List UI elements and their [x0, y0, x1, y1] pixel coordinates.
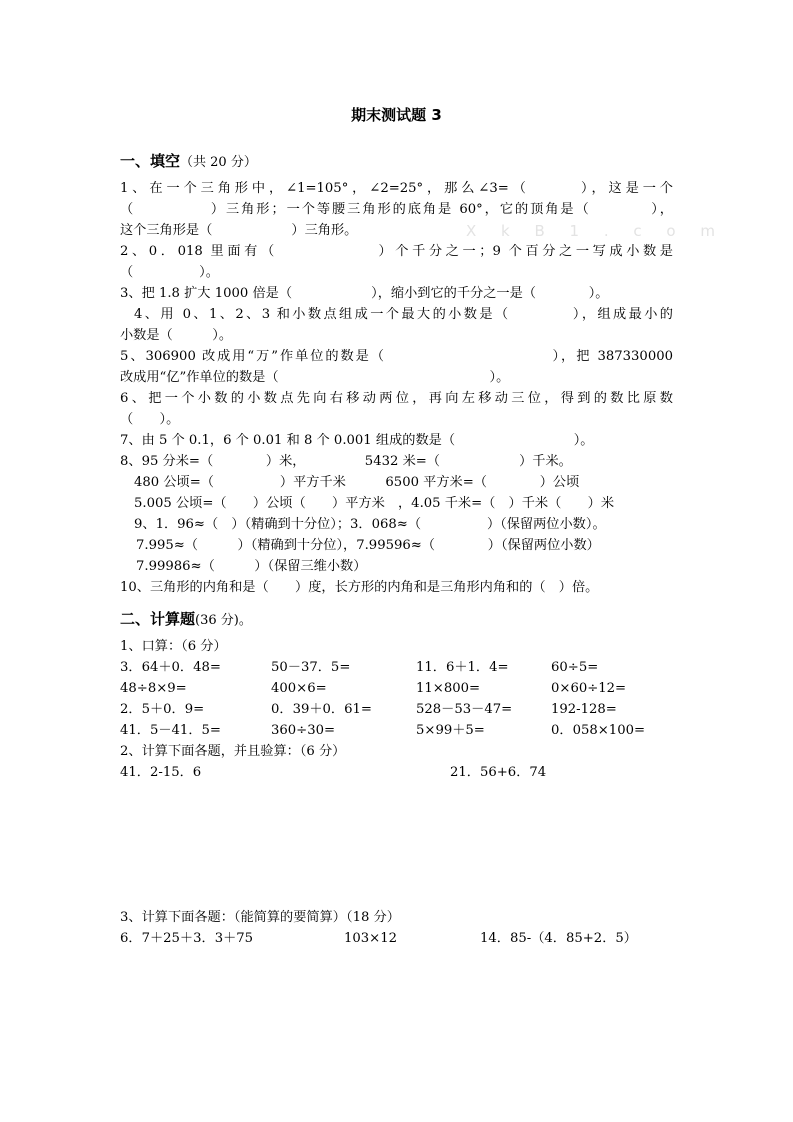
verify-item: 41．2-15．6: [120, 765, 202, 780]
fill-line-1: 1、在一个三角形中，∠1=105°，∠2=25°，那么∠3=（ ），这是一个: [120, 181, 673, 196]
oral-item: 3．64＋0．48=: [120, 660, 221, 675]
oral-item: 400×6=: [271, 681, 327, 696]
section1-title: 一、填空: [120, 152, 181, 170]
oral-item: 2．5＋0．9=: [120, 702, 205, 717]
simplify-item: 6．7＋25＋3．3＋75: [120, 931, 254, 946]
simplify-item: 14．85-（4．85+2．5）: [480, 931, 637, 946]
oral-item: 0×60÷12=: [551, 681, 627, 696]
oral-item: 360÷30=: [271, 723, 336, 738]
section2-title: 二、计算题: [120, 610, 196, 628]
fill-line-4: 2、0．018 里面有（ ）个千分之一；9 个百分之一写成小数是: [120, 244, 673, 259]
oral-item: 528－53－47=: [416, 702, 513, 717]
fill-line-8: 小数是（ ）。: [120, 328, 233, 343]
oral-item: 41．5－41．5=: [120, 723, 221, 738]
section1-heading: [120, 150, 257, 171]
fill-line-11: 6、把一个小数的小数点先向右移动两位，再向左移动三位，得到的数比原数: [120, 391, 673, 406]
fill-line-15: 480 公顷=（ ）平方千米 6500 平方米=（ ）公顷: [134, 475, 580, 490]
oral-heading: 1、口算：（6 分）: [120, 639, 227, 654]
oral-item: 5×99＋5=: [416, 723, 485, 738]
fill-line-12: （ ）。: [120, 412, 180, 427]
fill-line-20: 10、三角形的内角和是（ ）度，长方形的内角和是三角形内角和的（ ）倍。: [120, 580, 599, 595]
watermark: X k B 1 . c o m: [466, 222, 725, 240]
oral-item: 192-128=: [551, 702, 617, 717]
fill-line-17: 9、1．96≈（ ）（精确到十分位）；3．068≈（ ）（保留两位小数）。: [134, 517, 606, 532]
fill-line-10: 改成用“亿”作单位的数是（ ）。: [120, 370, 510, 385]
section2-heading: [120, 608, 252, 629]
fill-line-19: 7.99986≈（ ）（保留三维小数）: [136, 559, 367, 574]
fill-line-14: 8、95 分米=（ ）米， 5432 米=（ ）千米。: [120, 454, 572, 469]
oral-item: 0．058×100=: [551, 723, 646, 738]
fill-line-2: （ ）三角形；一个等腰三角形的底角是 60°，它的顶角是（ ），: [120, 202, 673, 217]
simplify-item: 103×12: [344, 931, 398, 946]
section1-note: （共 20 分）: [180, 155, 257, 170]
fill-line-5: （ ）。: [120, 265, 219, 280]
fill-line-16: 5.005 公顷=（ ）公顷（ ）平方米 ，4.05 千米=（ ）千米（ ）米: [134, 496, 615, 511]
verify-item: 21．56+6．74: [450, 765, 547, 780]
oral-item: 11×800=: [416, 681, 481, 696]
oral-item: 48÷8×9=: [120, 681, 187, 696]
verify-heading: 2、计算下面各题，并且验算：（6 分）: [120, 744, 346, 759]
fill-line-3: 这个三角形是（ ）三角形。: [120, 223, 358, 238]
oral-item: 0．39＋0．61=: [271, 702, 372, 717]
page-title: 期末测试题 3: [351, 106, 442, 124]
fill-line-18: 7.995≈（ ）（精确到十分位），7.99596≈（ ）（保留两位小数）: [136, 538, 600, 553]
oral-item: 11．6＋1．4=: [416, 660, 509, 675]
fill-line-13: 7、由 5 个 0.1，6 个 0.01 和 8 个 0.001 组成的数是（ ）。: [120, 433, 594, 448]
fill-line-7: 4、用 0、1、2、3 和小数点组成一个最大的小数是（ ），组成最小的: [134, 307, 673, 322]
oral-item: 60÷5=: [551, 660, 599, 675]
simplify-heading: 3、计算下面各题：（能简算的要简算）（18 分）: [120, 910, 400, 925]
section2-note: (36 分)。: [195, 613, 252, 628]
oral-item: 50－37．5=: [271, 660, 351, 675]
fill-line-6: 3、把 1.8 扩大 1000 倍是（ ），缩小到它的千分之一是（ ）。: [120, 286, 609, 301]
fill-line-9: 5、306900 改成用“万”作单位的数是（ ），把 387330000: [120, 349, 673, 364]
